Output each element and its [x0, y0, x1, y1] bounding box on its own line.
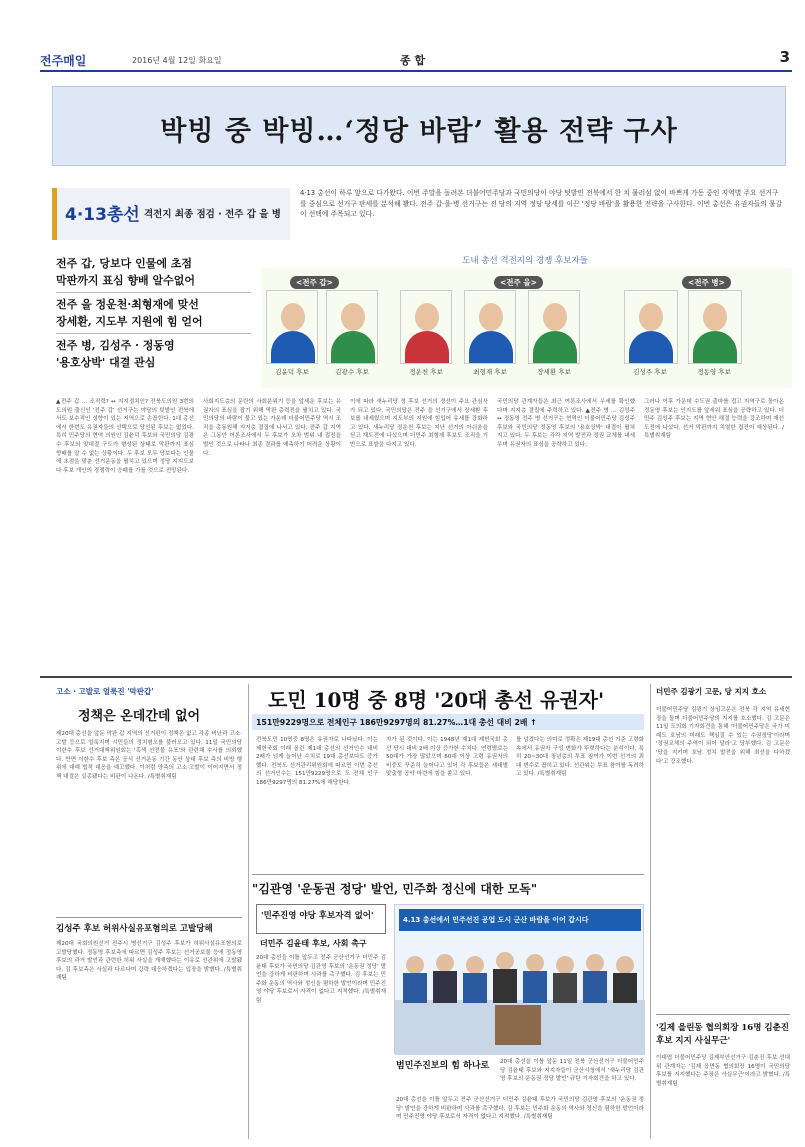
- group-label-byeong: <전주 병>: [682, 276, 731, 289]
- candidate-photo: [266, 290, 318, 364]
- middle-column: 자가 된 것이다. 이는 1948년 제1대 제헌국회 총선 당시 대비 2배 이상 증가한 수치다. 연령별로는 50대가 가장 많았으며 60대 이상 고령 유권자의 비중도 꾸준히 늘어나고 있어 각 후보들은 세대별 맞춤형 공약 마련에 힘을 쏟고 있다.: [386, 737, 508, 778]
- divider: [56, 292, 251, 293]
- candidate-caption: 최형재 후보: [473, 368, 507, 376]
- quote-box: '민주진영 야당 후보자격 없어': [256, 904, 386, 934]
- group-label-eul: <전주 을>: [494, 276, 543, 289]
- section-divider: [40, 676, 792, 678]
- left-kicker: 고소 · 고발로 얼룩진 '막판갑': [56, 687, 154, 696]
- newspaper-name: 전주매일: [40, 54, 87, 68]
- candidate-photo: [688, 290, 742, 364]
- lower-article-continued: 20대 총선을 이틀 앞두고 전주 군산선거구 더민주 김윤태 후보가 국민의당 김관영 후보의 '운동권 정당' 발언을 강하게 비판하며 사과를 촉구했다. 김 후보는 민주화 운동의 역사와 정신을 폄하한 발언이라며 민주진영 야당 후보로서 자격이 없다고 지적했다. /특별취재팀: [396, 1097, 644, 1121]
- subhead-jeonju-gap: 전주 갑, 당보다 인물에 초점 막판까지 표심 향배 알수없어: [56, 257, 195, 287]
- section-name: 종 합: [400, 54, 426, 67]
- election-tag: 4·13총선: [65, 205, 140, 225]
- article-column: ▲전주 갑 … 조직력? ↔ 지지정치인? 전북도의원 3번의 도의원 출신인 '전주 갑' 선거구는 야당의 텃밭인 전북에서도 보수적인 성향이 있는 지역으로 손꼽힌다. 1대 총선에서 한번도 유권자들의 선택으로 당선된 후보는 없었다. 특히 민주당의 현역 의원인 김윤덕 후보와 국민의당 김광수 후보의 맞대결 구도가 형성된 상태로 막판까지 표심 향배를 알 수 없는 상황이다. 두 후보 모두 당보다는 인물에 초점을 맞춘 선거운동을 펼치고 있으며 정당 지지도보다 후보 개인의 경쟁력이 승패를 가를 것으로 전망된다.: [56, 399, 194, 474]
- candidate-caption: 김성주 후보: [633, 368, 667, 376]
- article-column: 이에 따라 새누리당 정 후보 선거의 경선이 주요 관심사가 되고 있다. 국민의당은 전주 을 선거구에서 장세환 후보를 내세웠으며 지도부의 지원에 힘입어 유세를 강화하고 있다. 새누리당 정운천 후보는 지난 선거의 아쉬움을 딛고 재도전에 나섰으며 더민주 최형재 후보도 조직을 기반으로 표밭을 다지고 있다.: [350, 399, 488, 448]
- series-title: 격전지 최종 점검 · 전주 갑 을 병: [144, 209, 281, 220]
- quote-subtitle: 더민주 김윤태 후보, 사회 촉구: [260, 938, 367, 948]
- subhead-jeonju-byeong: 전주 병, 김성주 · 정동영 '용호상박' 대결 관심: [56, 339, 175, 369]
- lower-article-body: 20대 총선을 이틀 앞두고 전주 군산선거구 더민주 김윤태 후보가 국민의당 김관영 후보의 '운동권 정당' 발언을 강하게 비판하며 사과를 촉구했다. 김 후보는 민주화 운동의 역사와 정신을 폄하한 발언이라며 민주진영 야당 후보로서 자격이 없다고 지적했다. /특별취재팀: [256, 955, 386, 1004]
- right-kicker: 더민주 김광기 고문, 당 지지 호소: [656, 687, 767, 696]
- divider: [56, 917, 242, 918]
- middle-column: 를 넘겼다는 의미로 정확은 제19대 총선 기준 고령화 속에서 유권자 구성 변화가 뚜렷하다는 분석이다. 특히 20~30대 청년층의 투표 참여가 이번 선거의 최대 변수로 꼽히고 있다. 선관위는 투표 참여를 독려하고 있다. /특별취재팀: [516, 737, 644, 778]
- right-article-title-2: '김제 을린동 협의회장 16명 김춘진 후보 지지 사실무근': [656, 1023, 790, 1046]
- right-article-body-2: 이대엽 더불어민주당 김제부안선거구 김춘진 후보 선대위 관계자는 '김제 읍면동 협의회장 16명이 국민의당 후보를 지지했다는 주장은 사실무근'이라고 밝혔다. /특별취재팀: [656, 1055, 790, 1087]
- photo-quote: 범민주진보의 힘 하나로: [396, 1061, 490, 1071]
- crowd-illustration: [395, 905, 645, 1055]
- left-article-body-2: 제20대 국회의원선거 전주시 병선거구 김성주 후보가 허위사실유포혐의로 고발당했다. 정동영 후보측에 따르면 김성주 후보는 선거공보물 등에 정동영 후보의 과거 발언과 관련한 허위 사실을 게재했다는 이유로 선관위에 고발됐다. 김 후보측은 사실과 다르다며 강력 대응하겠다는 입장을 밝혔다. /특별취재팀: [56, 941, 242, 982]
- section-ribbon: [52, 188, 290, 240]
- candidate-photo: [528, 290, 580, 364]
- candidate-caption: 김광수 후보: [335, 368, 369, 376]
- group-label-gap: <전주 갑>: [290, 276, 339, 289]
- candidate-caption: 정동영 후보: [697, 368, 731, 376]
- issue-date: 2016년 4월 12일 화요일: [132, 56, 222, 65]
- article-column: 국민의당 관계자들은 최근 여론조사에서 우세를 확인했다며 지지층 결집에 주력하고 있다. ▲전주 병 … 김성주 ↔ 정동영 전주 병 선거구는 현역인 더불어민주당 김성주 후보와 국민의당 정동영 후보의 '용호상박' 대결이 펼쳐지고 있다. 두 후보는 각각 지역 발전과 정권 교체를 내세우며 유권자의 표심을 공략하고 있다.: [497, 399, 635, 448]
- middle-column: 전북도민 10명중 8명은 유권자로 나타났다. 이는 제헌국회 이래 올린 제1대 총선의 선거인수 대비 2배가 넘게 늘어난 수치로 19대 총선보다도 증가했다. 전북도 선거관리위원회에 따르면 이번 총선의 선거인수는 151만9229명으로 도 전체 인구 186만9297명의 81.27%에 해당한다.: [256, 737, 378, 786]
- column-rule: [248, 684, 249, 1139]
- column-rule: [650, 684, 651, 1139]
- photo-strip-title: 도내 총선 격전지의 경쟁 후보자들: [462, 256, 588, 266]
- right-article-body: 더불어민주당 김광기 상임고문은 전북 각 지역 유세현장을 돌며 더불어민주당의 지지를 호소했다. 김 고문은 11일 도의회 기자회견을 통해 '더불어민주당은 국가 미래도 호남의 미래도 책임질 수 있는 수권정당'이라며 '정권교체의 주역이 되어 달라'고 당부했다. 김 고문은 '당을 지키며 호남 정치 발전을 위해 최선을 다하겠다'고 강조했다.: [656, 707, 790, 765]
- article-column: 그러나 이후 가운데 수도권 출마를 접고 지역구로 돌아온 정동영 후보는 인지도를 앞세워 표심을 공략하고 있다. 더민주 김성주 후보는 지역 현안 해결 능력을 강조하며 재선 도전에 나섰다. 선거 막판까지 치열한 접전이 예상된다. /특별취재팀: [644, 399, 784, 440]
- divider: [656, 1014, 790, 1015]
- left-article-body: 제20대 총선을 앞둔 막판 갑 지역의 선거판이 정책은 없고 각종 비난과 고소·고발 등으로 얼룩지며 시민들의 정치혐오를 불러오고 있다. 11일 국민의당 이한수 후보 선거대책위원회는 '혹색 선전물 유포'와 관련해 수사를 의뢰했다. 반면 이한수 후보 측은 공식 선거운동 기간 동안 상대 후보 측의 비방 행위에 대해 법적 대응을 예고했다. 이처럼 양측의 고소·고발이 이어지면서 정책 대결은 실종됐다는 비판이 나온다. /특별취재팀: [56, 731, 242, 780]
- candidate-photo: [400, 290, 452, 364]
- candidate-caption: 정운천 후보: [409, 368, 443, 376]
- middle-subhead-bar: 151만9229명으로 전체인구 186만9297명의 81.27%…1대 총선 대비 2배 ↑: [252, 714, 644, 730]
- divider: [252, 874, 644, 875]
- subhead-jeonju-eul: 전주 을 정운천·최형재에 맞선 장세환, 지도부 지원에 힘 얻어: [56, 298, 203, 328]
- main-headline: 박빙 중 박빙…‘정당 바람’ 활용 전략 구사: [52, 86, 786, 166]
- candidate-caption: 장세환 후보: [537, 368, 571, 376]
- press-conference-photo: [394, 904, 644, 1054]
- article-column: 사회지도층의 문란의 사회분위기 등을 앞세운 후보는 유권자의 표심을 잡기 위해 막판 총력전을 펼치고 있다. 국민의당의 바람이 불고 있는 가운데 더불어민주당 역시 조직을 총동원해 지지층 결집에 나서고 있다. 전주 갑 지역은 그동안 여론조사에서 두 후보가 오차 범위 내 접전을 벌인 것으로 나타나 최종 결과를 예측하기 어려운 상황이다.: [203, 399, 341, 457]
- middle-headline: 도민 10명 중 8명 '20대 총선 유권자': [268, 688, 605, 712]
- photo-caption: 20대 총선을 이틀 앞둔 11일 전북 군산선거구 더불어민주당 김윤태 후보와 지지자들이 군산시청에서 '새누리당 김관영 후보의 운동권 정당 발언' 규탄 기자회견을 하고 있다.: [500, 1059, 644, 1083]
- candidate-photo: [624, 290, 678, 364]
- left-article-title-2: 김성주 후보 허위사실유포혐의로 고발당해: [56, 924, 213, 934]
- candidate-photo: [326, 290, 378, 364]
- lede-paragraph: 4·13 총선이 하루 앞으로 다가왔다. 이번 주말을 돌려본 더불어민주당과 국민의당이 야당 텃밭인 전북에서 한 치 물러섬 없이 바쁘게 가동 중인 지역별 주요 선거구를 중심으로 선거구 판세를 분석해 봤다. 전주 갑·을·병 선거구는 전 당의 지역 정당 당세를 이끈 '정당 바람'을 활용한 전략을 구사한다. 이번 총선은 유권자들의 물갈이 선택에 주목되고 있다.: [300, 189, 783, 218]
- divider: [56, 333, 251, 334]
- page-number: 3: [779, 48, 790, 66]
- candidate-photo: [464, 290, 516, 364]
- lower-headline: "김관영 '운동권 정당' 발언, 민주화 정신에 대한 모독": [252, 882, 538, 896]
- left-article-title: 정책은 온데간데 없어: [78, 709, 201, 724]
- candidate-photo-strip: [262, 268, 792, 388]
- press-banner: 4.13 총선에서 민주선진 공업 도시 군산 바람을 이어 갑시다: [399, 909, 641, 931]
- candidate-caption: 김윤덕 후보: [275, 368, 309, 376]
- page-header: [40, 50, 792, 72]
